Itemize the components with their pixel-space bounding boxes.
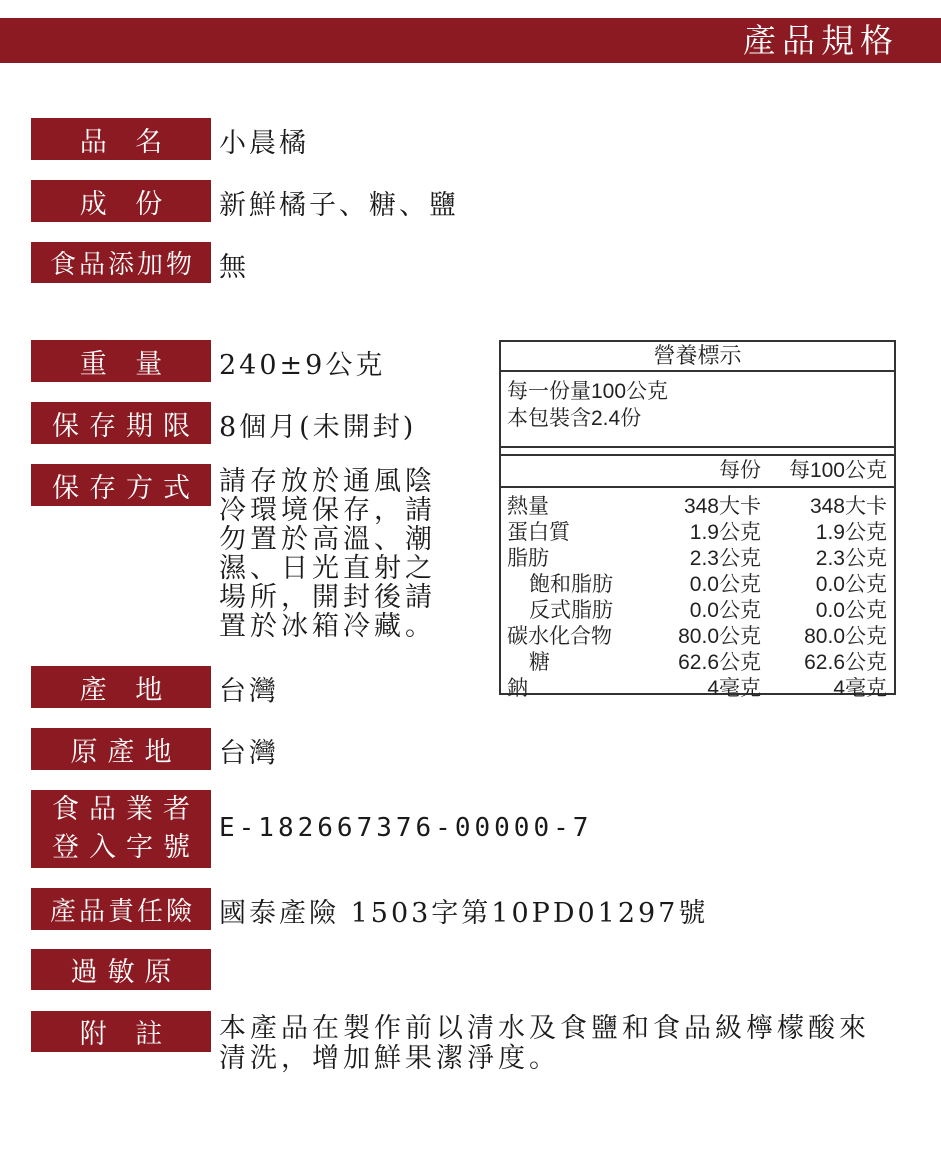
nutrition-rows — [501, 488, 894, 702]
nutrient-name: 糖 — [529, 651, 550, 674]
label-country-of-origin: 原產地 — [31, 728, 211, 770]
nutrient-per-serving: 0.0公克 — [689, 599, 761, 622]
nutrition-row — [501, 598, 894, 624]
nutrient-name: 反式脂肪 — [529, 599, 613, 622]
nutrient-per-serving: 348大卡 — [683, 495, 761, 518]
page-title: 產品規格 — [743, 21, 899, 60]
nutrient-per-100g: 348大卡 — [809, 495, 887, 518]
nutrition-servings-per-pack: 本包裝含2.4份 — [507, 407, 642, 430]
nutrient-per-100g: 0.0公克 — [815, 599, 887, 622]
nutrition-title: 營養標示 — [501, 342, 894, 372]
nutrient-per-100g: 80.0公克 — [804, 625, 887, 648]
value-ingredients: 新鮮橘子、糖、鹽 — [219, 190, 459, 221]
value-product-name: 小晨橘 — [219, 128, 309, 159]
nutrient-per-serving: 0.0公克 — [689, 573, 761, 596]
nutrient-name: 飽和脂肪 — [529, 573, 613, 596]
label-ingredients: 成 份 — [31, 180, 211, 222]
header-banner — [0, 18, 941, 63]
nutrient-name: 熱量 — [507, 495, 549, 518]
nutrition-serving-size: 每一份量100公克 — [507, 380, 669, 403]
nutrient-name: 蛋白質 — [507, 521, 570, 544]
label-weight: 重 量 — [31, 340, 211, 382]
value-weight: 240±9公克 — [219, 350, 386, 381]
label-product-name: 品 名 — [31, 118, 211, 160]
nutrition-row — [501, 572, 894, 598]
nutrition-row — [501, 546, 894, 572]
nutrient-per-serving: 1.9公克 — [689, 521, 761, 544]
label-storage: 保存方式 — [31, 464, 211, 506]
nutrient-per-serving: 80.0公克 — [678, 625, 761, 648]
label-additives: 食品添加物 — [31, 242, 211, 283]
nutrition-row — [501, 624, 894, 650]
nutrition-row — [501, 650, 894, 676]
value-shelf-life: 8個月(未開封) — [219, 412, 417, 443]
nutrition-header-row — [501, 454, 894, 488]
nutrient-per-serving: 2.3公克 — [689, 547, 761, 570]
value-country-of-origin: 台灣 — [219, 738, 279, 769]
label-registration-line1: 食品業者 — [52, 794, 200, 825]
label-origin: 產 地 — [31, 666, 211, 708]
label-allergens: 過敏原 — [31, 949, 211, 990]
nutrient-per-serving: 4毫克 — [707, 677, 761, 700]
value-registration-number: E-182667376-00000-7 — [219, 813, 593, 843]
nutrient-per-100g: 62.6公克 — [804, 651, 887, 674]
label-registration-line2: 登入字號 — [52, 832, 200, 863]
label-registration-number — [31, 790, 211, 868]
nutrition-row — [501, 494, 894, 520]
nutrition-panel — [499, 340, 896, 700]
nutrient-per-serving: 62.6公克 — [678, 651, 761, 674]
nutrient-name: 鈉 — [507, 677, 528, 700]
nutrition-col-per-100g: 每100公克 — [788, 459, 887, 482]
value-storage: 請存放於通風陰冷環境保存，請勿置於高溫、潮濕、日光直射之場所，開封後請置於冰箱冷藏。 — [219, 466, 436, 642]
nutrition-row — [501, 676, 894, 702]
nutrient-per-100g: 4毫克 — [833, 677, 887, 700]
value-origin: 台灣 — [219, 676, 279, 707]
nutrient-name: 脂肪 — [507, 547, 549, 570]
value-liability-insurance: 國泰產險 1503字第10PD01297號 — [219, 898, 709, 929]
value-additives: 無 — [219, 252, 249, 283]
nutrient-per-100g: 1.9公克 — [815, 521, 887, 544]
nutrition-row — [501, 520, 894, 546]
nutrition-header-blank — [501, 456, 651, 486]
nutrition-serving-info — [501, 372, 894, 448]
nutrient-name: 碳水化合物 — [507, 625, 612, 648]
label-liability-insurance: 產品責任險 — [31, 888, 211, 930]
nutrient-per-100g: 2.3公克 — [815, 547, 887, 570]
label-note: 附 註 — [31, 1011, 211, 1052]
nutrient-per-100g: 0.0公克 — [815, 573, 887, 596]
nutrition-col-per-serving: 每份 — [719, 459, 761, 482]
value-note: 本產品在製作前以清水及食鹽和食品級檸檬酸來清洗，增加鮮果潔淨度。 — [219, 1013, 870, 1074]
label-shelf-life: 保存期限 — [31, 402, 211, 444]
